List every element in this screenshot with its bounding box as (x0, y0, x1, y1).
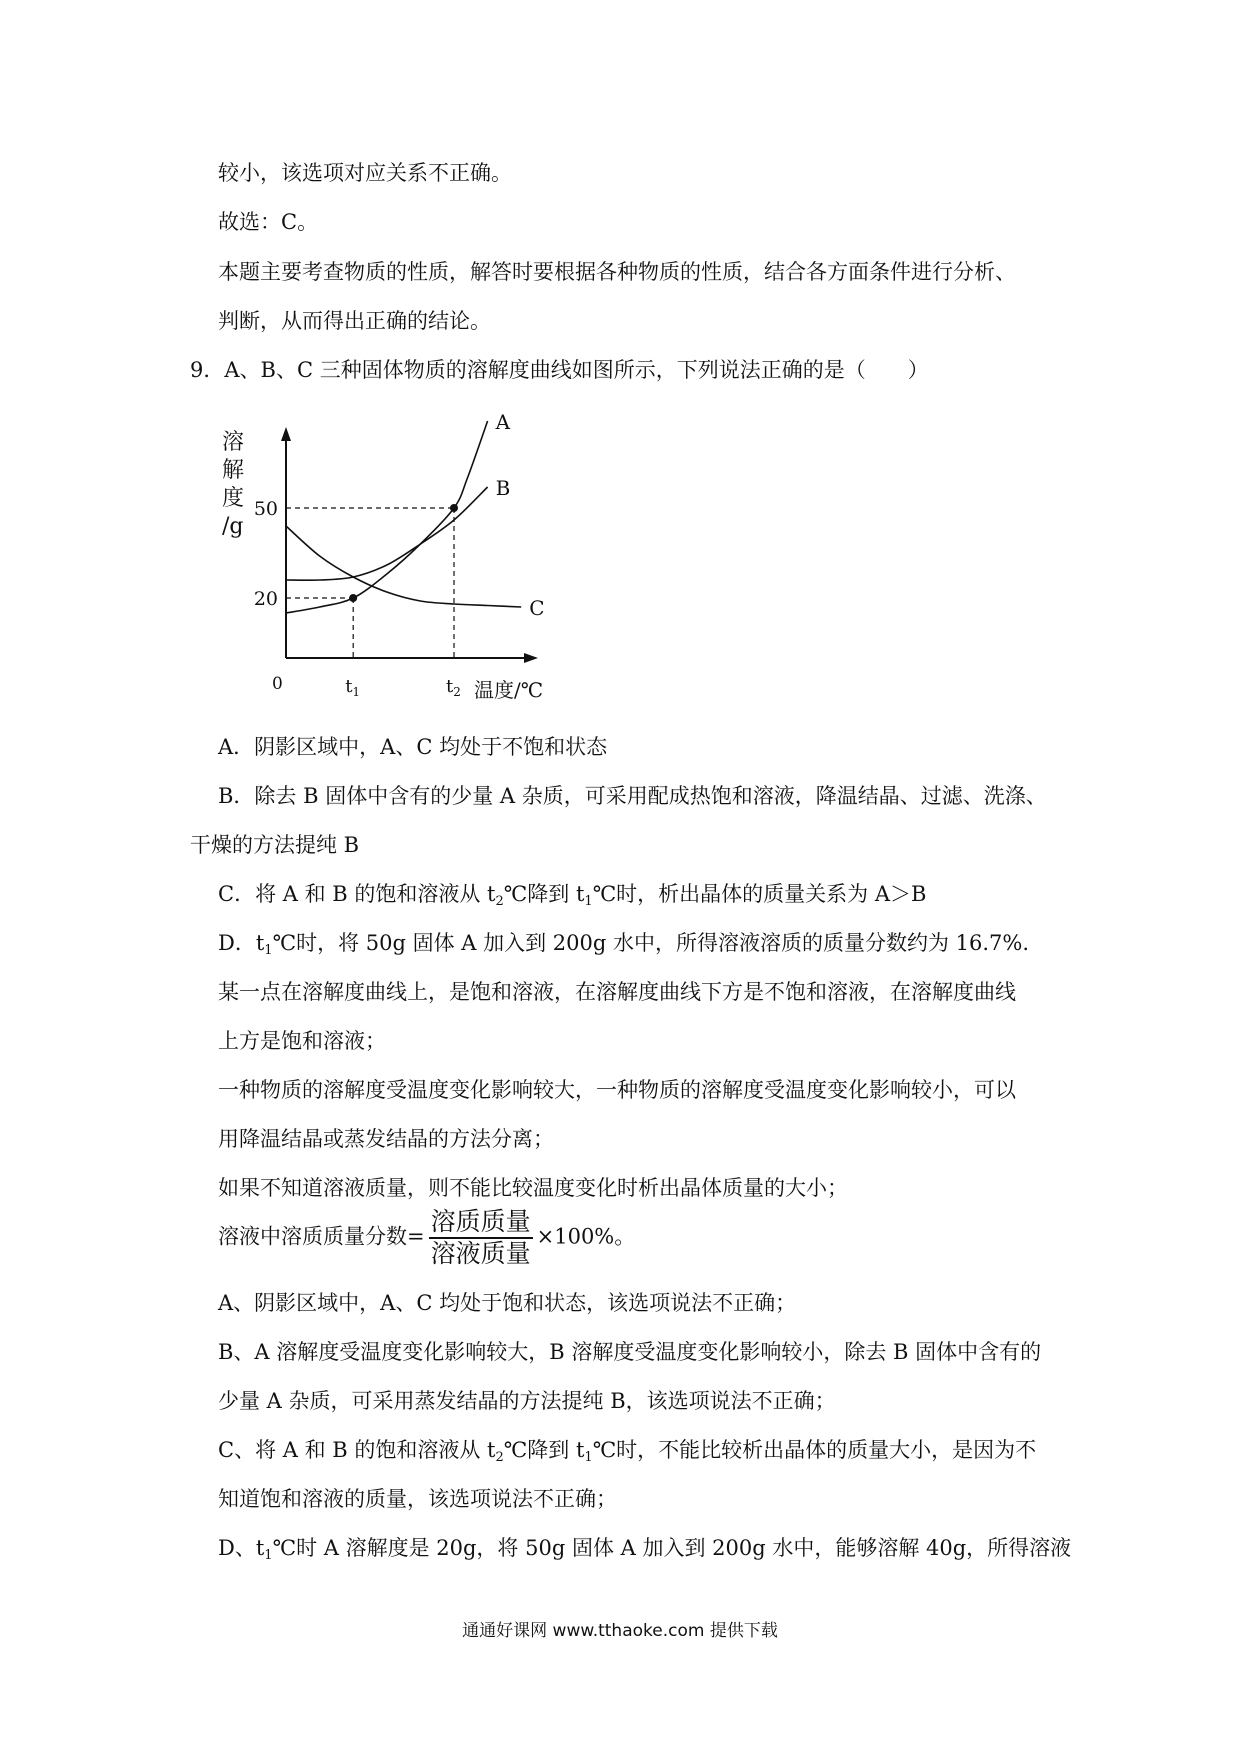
solubility-chart (210, 405, 570, 705)
answer-c-sub-b: 1 (584, 1450, 593, 1465)
curve-b (286, 487, 488, 580)
y-axis-label-char: /g (222, 514, 244, 539)
analysis-line-3: 一种物质的溶解度受温度变化影响较大，一种物质的溶解度受温度变化影响较小，可以 (218, 1078, 1016, 1102)
y-axis-arrow (281, 427, 291, 441)
option-d-suffix: ℃时，将 50g 固体 A 加入到 200g 水中，所得溶液溶质的质量分数约为 16.7%. (272, 931, 1030, 955)
option-c-sub-b: 1 (584, 894, 593, 909)
curve-c (286, 526, 521, 607)
option-c-suffix: ℃时，析出晶体的质量关系为 A＞B (592, 882, 927, 906)
y-tick-label-20: 20 (253, 588, 278, 610)
answer-d-sub: 1 (264, 1548, 273, 1563)
marked-point-1 (349, 594, 357, 602)
curve-label-b: B (495, 476, 511, 500)
formula-prefix: 溶液中溶质质量分数= (218, 1224, 425, 1249)
formula-fraction (429, 1208, 533, 1268)
question-9: 9．A、B、C 三种固体物质的溶解度曲线如图所示，下列说法正确的是（ ） (190, 358, 929, 382)
x-axis-label: 温度/℃ (474, 678, 544, 702)
marked-point-2 (450, 504, 458, 512)
formula-line (218, 1208, 635, 1268)
analysis-line-1: 某一点在溶解度曲线上，是饱和溶液，在溶解度曲线下方是不饱和溶液，在溶解度曲线 (218, 980, 1016, 1004)
answer-c-line-1: C、将 A 和 B 的饱和溶液从 $t_2℃$降到 $t_1℃$时，不能比较析出晶体的质量大小，是因为不 (218, 1438, 1037, 1465)
answer-b-line-2: 少量 A 杂质，可采用蒸发结晶的方法提纯 B，该选项说法不正确； (218, 1389, 836, 1413)
option-d-prefix: D． (218, 931, 256, 955)
intro-line-2: 故选：C。 (218, 210, 319, 234)
y-tick-label-50: 50 (253, 498, 278, 520)
formula-numerator: 溶质质量 (429, 1208, 533, 1239)
origin-label: 0 (272, 674, 283, 694)
intro-line-1: 较小，该选项对应关系不正确。 (218, 161, 512, 185)
option-c-sub-a: 2 (495, 894, 504, 909)
x-tick-label-t1: $t_1$ (345, 676, 361, 699)
page-footer: 通通好课网 www.tthaoke.com 提供下载 (462, 1621, 778, 1641)
analysis-line-5: 如果不知道溶液质量，则不能比较温度变化时析出晶体质量的大小； (218, 1176, 848, 1200)
y-axis-label-char: 度 (222, 486, 245, 511)
answer-d-suffix: ℃时 A 溶解度是 20g，将 50g 固体 A 加入到 200g 水中，能够溶解 40g，所得溶液 (272, 1536, 1072, 1560)
intro-line-4: 判断，从而得出正确的结论。 (218, 309, 491, 333)
answer-c-line-2: 知道饱和溶液的质量，该选项说法不正确； (218, 1487, 617, 1511)
option-d-sub: 1 (264, 943, 273, 958)
x-tick-label-t2: $t_2$ (446, 676, 461, 699)
answer-c-middle: ℃降到 (503, 1438, 576, 1462)
analysis-line-2: 上方是饱和溶液； (218, 1029, 386, 1053)
analysis-line-4: 用降温结晶或蒸发结晶的方法分离； (218, 1127, 554, 1151)
answer-b-line-1: B、A 溶解度受温度变化影响较大，B 溶解度受温度变化影响较小，除去 B 固体中含有的 (218, 1340, 1042, 1364)
option-c-prefix: C．将 A 和 B 的饱和溶液从 (218, 882, 488, 906)
answer-a: A、阴影区域中，A、C 均处于饱和状态，该选项说法不正确； (218, 1291, 797, 1315)
curve-label-a: A (495, 410, 511, 434)
x-axis-arrow (524, 653, 538, 663)
answer-c-prefix: C、将 A 和 B 的饱和溶液从 (218, 1438, 488, 1462)
formula-denominator: 溶液质量 (430, 1239, 531, 1268)
formula-suffix: ×100%。 (536, 1224, 636, 1249)
option-c: C．将 A 和 B 的饱和溶液从 $t_2℃$降到 $t_1℃$时，析出晶体的质量关系为 A＞B (218, 882, 927, 909)
y-axis-label-char: 溶 (222, 430, 245, 455)
option-a: A．阴影区域中，A、C 均处于不饱和状态 (218, 735, 608, 759)
answer-d: D、$t_1℃$时 A 溶解度是 20g，将 50g 固体 A 加入到 200g 水中，能够溶解 40g，所得溶液 (218, 1536, 1072, 1563)
option-c-middle: ℃降到 (503, 882, 576, 906)
y-axis-label-char: 解 (222, 458, 245, 483)
answer-c-sub-a: 2 (495, 1450, 504, 1465)
answer-c-suffix: ℃时，不能比较析出晶体的质量大小，是因为不 (592, 1438, 1037, 1462)
intro-line-3: 本题主要考查物质的性质，解答时要根据各种物质的性质，结合各方面条件进行分析、 (218, 260, 1016, 284)
answer-d-prefix: D、 (218, 1536, 256, 1560)
option-d: D．$t_1℃$时，将 50g 固体 A 加入到 200g 水中，所得溶液溶质的质量分数约为 16.7%. (218, 931, 1030, 958)
curve-label-c: C (529, 596, 545, 620)
option-b-line-1: B．除去 B 固体中含有的少量 A 杂质，可采用配成热饱和溶液，降温结晶、过滤、洗涤、 (218, 784, 1047, 808)
option-b-line-2: 干燥的方法提纯 B (190, 833, 360, 857)
